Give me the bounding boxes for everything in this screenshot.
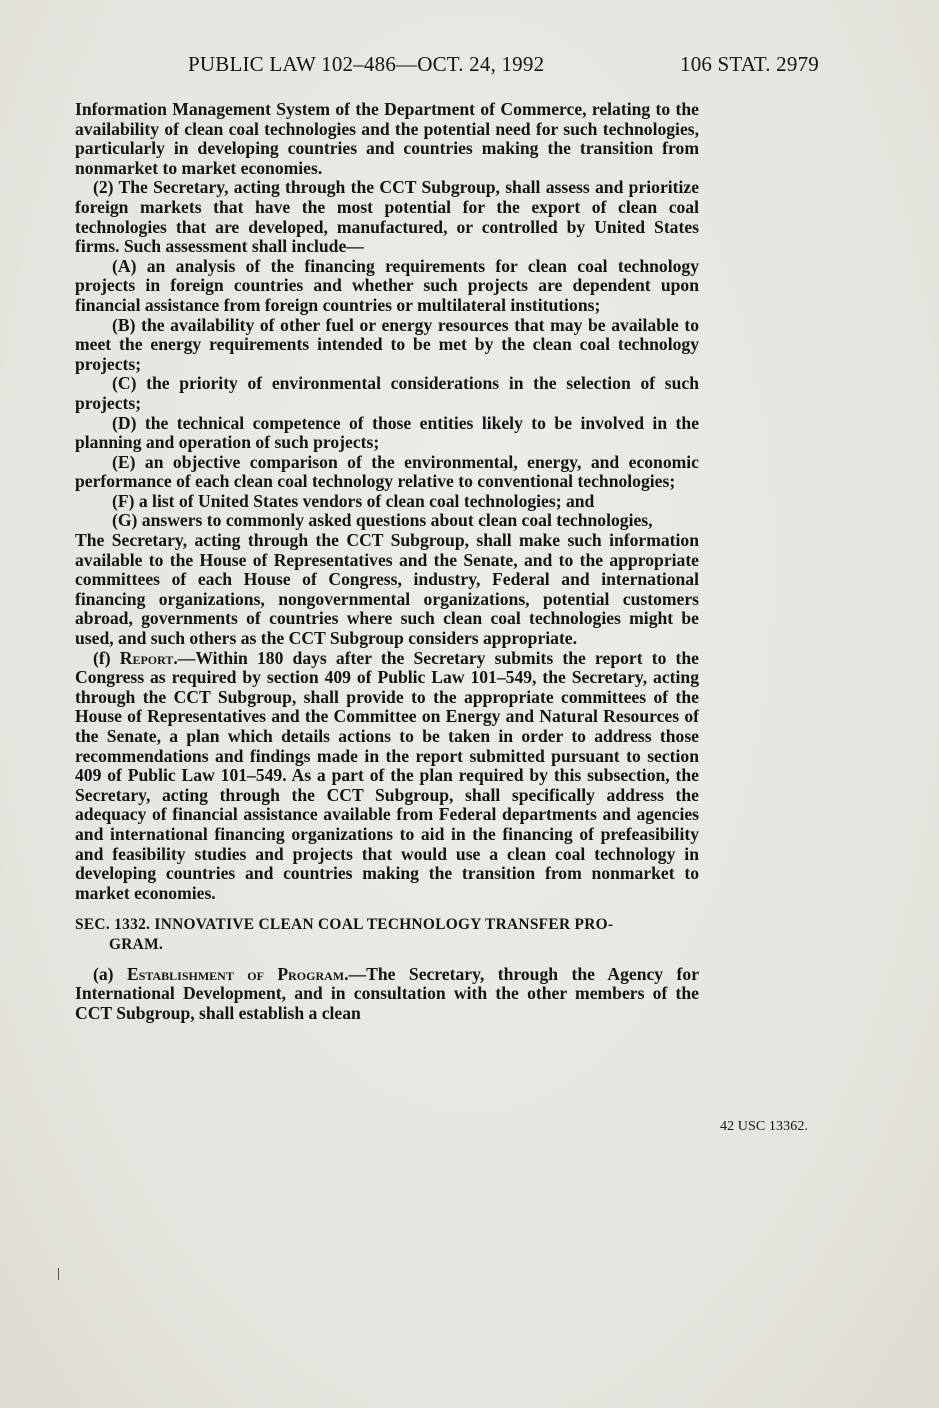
list-item-e: (E) an objective comparison of the environmental, energy, and economic performance of each clean coal technology relative to conventional technologies; [75,451,699,492]
paragraph-a-text: .—The Secretary, through the Agency for International Development, and in consultation with the other members of the CCT Subgroup, shall establish a clean [75,963,700,1023]
paragraph-secretary-info: The Secretary, acting through the CCT Subgroup, shall make such information available to the House of Representatives and the Senate, and to the appropriate committees of each House of Congress, industry, Federal and international financing organizations, nongovernmental organizations, potential customers abroad, governments of countries where such clean coal technologies might be used, and such others as the CCT Subgroup considers appropriate. [75,530,699,649]
section-heading-line2: GRAM. [109,935,164,953]
paragraph-a-label: (a) [93,963,127,984]
paragraph-intro: Information Management System of the Department of Commerce, relating to the availability of clean coal technologies and the potential need for such technologies, particularly in developing countries and countries making the transition from nonmarket to market economies. [75,99,699,178]
paragraph-f-label: (f) [93,647,120,668]
paragraph-f-heading: Report [119,647,174,668]
section-heading-line1: SEC. 1332. INNOVATIVE CLEAN COAL TECHNOLOGY TRANSFER PRO- [75,916,614,934]
page-header [0,52,939,82]
paragraph-f-report [75,649,699,904]
margin-note-usc-citation: 42 USC 13362. [720,1119,809,1134]
list-item-f: (F) a list of United States vendors of clean coal technologies; and [112,490,595,511]
list-item-b: (B) the availability of other fuel or energy resources that may be available to meet the energy requirements intended to be met by the clean coal technology projects; [75,314,699,374]
paragraph-a-heading: Establishment of Program [126,963,345,984]
header-title: PUBLIC LAW 102–486—OCT. 24, 1992 [188,52,545,76]
paragraph-a-establishment [75,965,699,1024]
paragraph-f-text: .—Within 180 days after the Secretary submits the report to the Congress as required by section 409 of Public Law 101–549, the Secretary, acting through the CCT Subgroup, shall provide to the appropriate committees of the House of Representatives and the Committee on Energy and Natural Resources of the Senate, a plan which details actions to be taken in order to address those recommendations and findings made in the report submitted pursuant to section 409 of Public Law 101–549. As a part of the plan required by this subsection, the Secretary, acting through the CCT Subgroup, shall specifically address the adequacy of financial assistance available from Federal departments and agencies and international financing organizations to aid in the financing of prefeasibility and feasibility studies and projects that would use a clean coal technology in developing countries and countries making the transition from nonmarket to market economies. [75,647,699,903]
list-item-a: (A) an analysis of the financing requirements for clean coal technology projects in foreign countries and whether such projects are dependent upon financial assistance from foreign countries or multilateral institutions; [75,255,699,315]
list-item-g: (G) answers to commonly asked questions about clean coal technologies, [112,510,653,531]
paragraph-2: (2) The Secretary, acting through the CCT Subgroup, shall assess and prioritize foreign markets that have the most potential for the export of clean coal technologies that are developed, manufactured, or controlled by United States firms. Such assessment shall include— [75,177,699,257]
list-item-c: (C) the priority of environmental considerations in the selection of such projects; [75,373,699,413]
header-stat-citation: 106 STAT. 2979 [680,52,819,76]
section-heading [75,915,699,954]
scan-mark [58,1268,59,1280]
list-item-d: (D) the technical competence of those entities likely to be involved in the planning and operation of such projects; [75,412,699,453]
body-text [75,100,699,1023]
